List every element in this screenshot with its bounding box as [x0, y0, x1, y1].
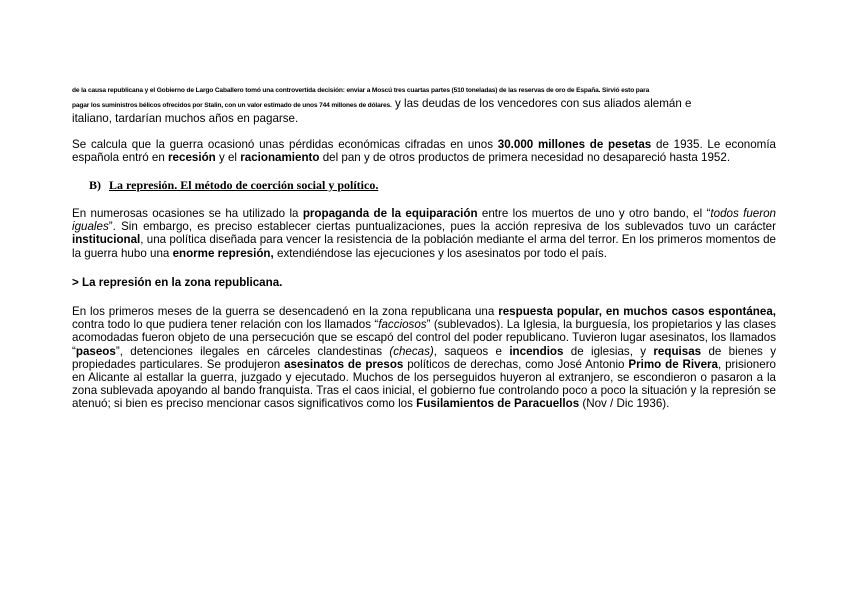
section-title: La represión. El método de coerción social y político. [109, 178, 379, 192]
bold-run: requisas [653, 344, 702, 358]
text-run: , prisionero en Alicante al estallar la guerra, juzgado y ejecutado. Muchos de los perseguidos huyeron al extranjero, se escondieron o pasaron a la zona sublevada apoyando al bando franquista. Tras el caos inicial, el gobierno fue controlando poco a poco la situación y la represión se atenuó; si bien es preciso mencionar casos significativos como los [72, 357, 777, 411]
italic-run: facciosos [378, 318, 427, 332]
text-run: ”. Sin embargo, es preciso establecer ciertas puntualizaciones, pues la acción represiva de los sublevados tuvo un carácter [108, 220, 776, 234]
text-run: entre los muertos de uno y otro bando, el “ [477, 207, 711, 220]
bold-run: 30.000 millones de pesetas [497, 138, 652, 151]
text-run: ”, detenciones ilegales en cárceles clandestinas [115, 344, 390, 358]
text-run: En los primeros meses de la guerra se desencadenó en la zona republicana una [72, 305, 499, 318]
text-run: de 1935. Le economía española entró en [72, 138, 776, 165]
text-run: políticos de derechas, como José Antonio [403, 357, 629, 371]
bold-run: racionamiento [240, 151, 320, 165]
bold-run: Primo de Rivera [628, 357, 718, 371]
bold-run: enorme represión, [172, 246, 274, 260]
bold-run: respuesta popular, en muchos casos espontánea, [498, 305, 776, 318]
compressed-text-line-1: de la causa republicana y el Gobierno de Largo Caballero tomó una controvertida decisión: enviar a Moscú tres cuartas partes (510 toneladas) de las reservas de oro de España. Sirvió esto para [72, 87, 650, 94]
text-run: , saqueos e [433, 344, 510, 358]
text-run: (Nov / Dic 1936). [579, 397, 670, 411]
bold-run: institucional [72, 233, 141, 247]
text-run: En numerosas ocasiones se ha utilizado la [72, 207, 303, 220]
text-run: y el [215, 151, 241, 165]
text-line-3: italiano, tardarían muchos años en pagarse. [72, 112, 299, 125]
bold-run: asesinatos de presos [284, 357, 404, 371]
text-run: de iglesias, y [563, 344, 654, 358]
section-heading-b [89, 179, 777, 192]
paragraph-republican-repression [72, 305, 776, 411]
bold-run: paseos [75, 344, 116, 358]
paragraph-propaganda [72, 207, 776, 260]
text-run: extendiéndose las ejecuciones y los asesinatos por todo el país. [273, 246, 607, 260]
text-run: contra todo lo que pudiera tener relación con los llamados “ [72, 318, 379, 332]
mixed-text-line-2 [72, 97, 776, 112]
text-run: ” (sublevados). La Iglesia, la burguesía, los propietarios y las clases acomodadas fueron objeto de una persecución que se escapó del control del poder republicano. Tuvieron lugar asesinatos, los llamados “ [72, 318, 776, 358]
italic-run: (checas) [389, 344, 434, 358]
text-line-2-rest: y las deudas de los vencedores con sus aliados alemán e [391, 97, 692, 110]
bold-run: recesión [168, 151, 216, 165]
bold-run: incendios [509, 344, 564, 358]
subheading-republican-zone: > La represión en la zona republicana. [72, 276, 283, 289]
text-run: del pan y de otros productos de primera necesidad no desapareció hasta 1952. [319, 151, 731, 165]
text-run: , una política diseñada para vencer la resistencia de la población mediante el arma del terror. En los primeros momentos de la guerra hubo una [72, 233, 776, 260]
text-run: de bienes y propiedades particulares. Se produjeron [72, 344, 776, 371]
paragraph-economic-losses [72, 138, 776, 164]
paragraph-gold-reserves [72, 84, 776, 125]
text-run: Se calcula que la guerra ocasionó unas pérdidas económicas cifradas en unos [72, 138, 498, 151]
compressed-text-line-2: pagar los suministros bélicos ofrecidos por Stalin, con un valor estimado de unos 744 millones de dólares. [72, 102, 392, 109]
bold-run: Fusilamientos de Paracuellos [416, 397, 580, 411]
section-letter: B) [89, 178, 101, 192]
bold-run: propaganda de la equiparación [302, 207, 478, 220]
italic-run: todos fueron iguales [72, 207, 776, 234]
